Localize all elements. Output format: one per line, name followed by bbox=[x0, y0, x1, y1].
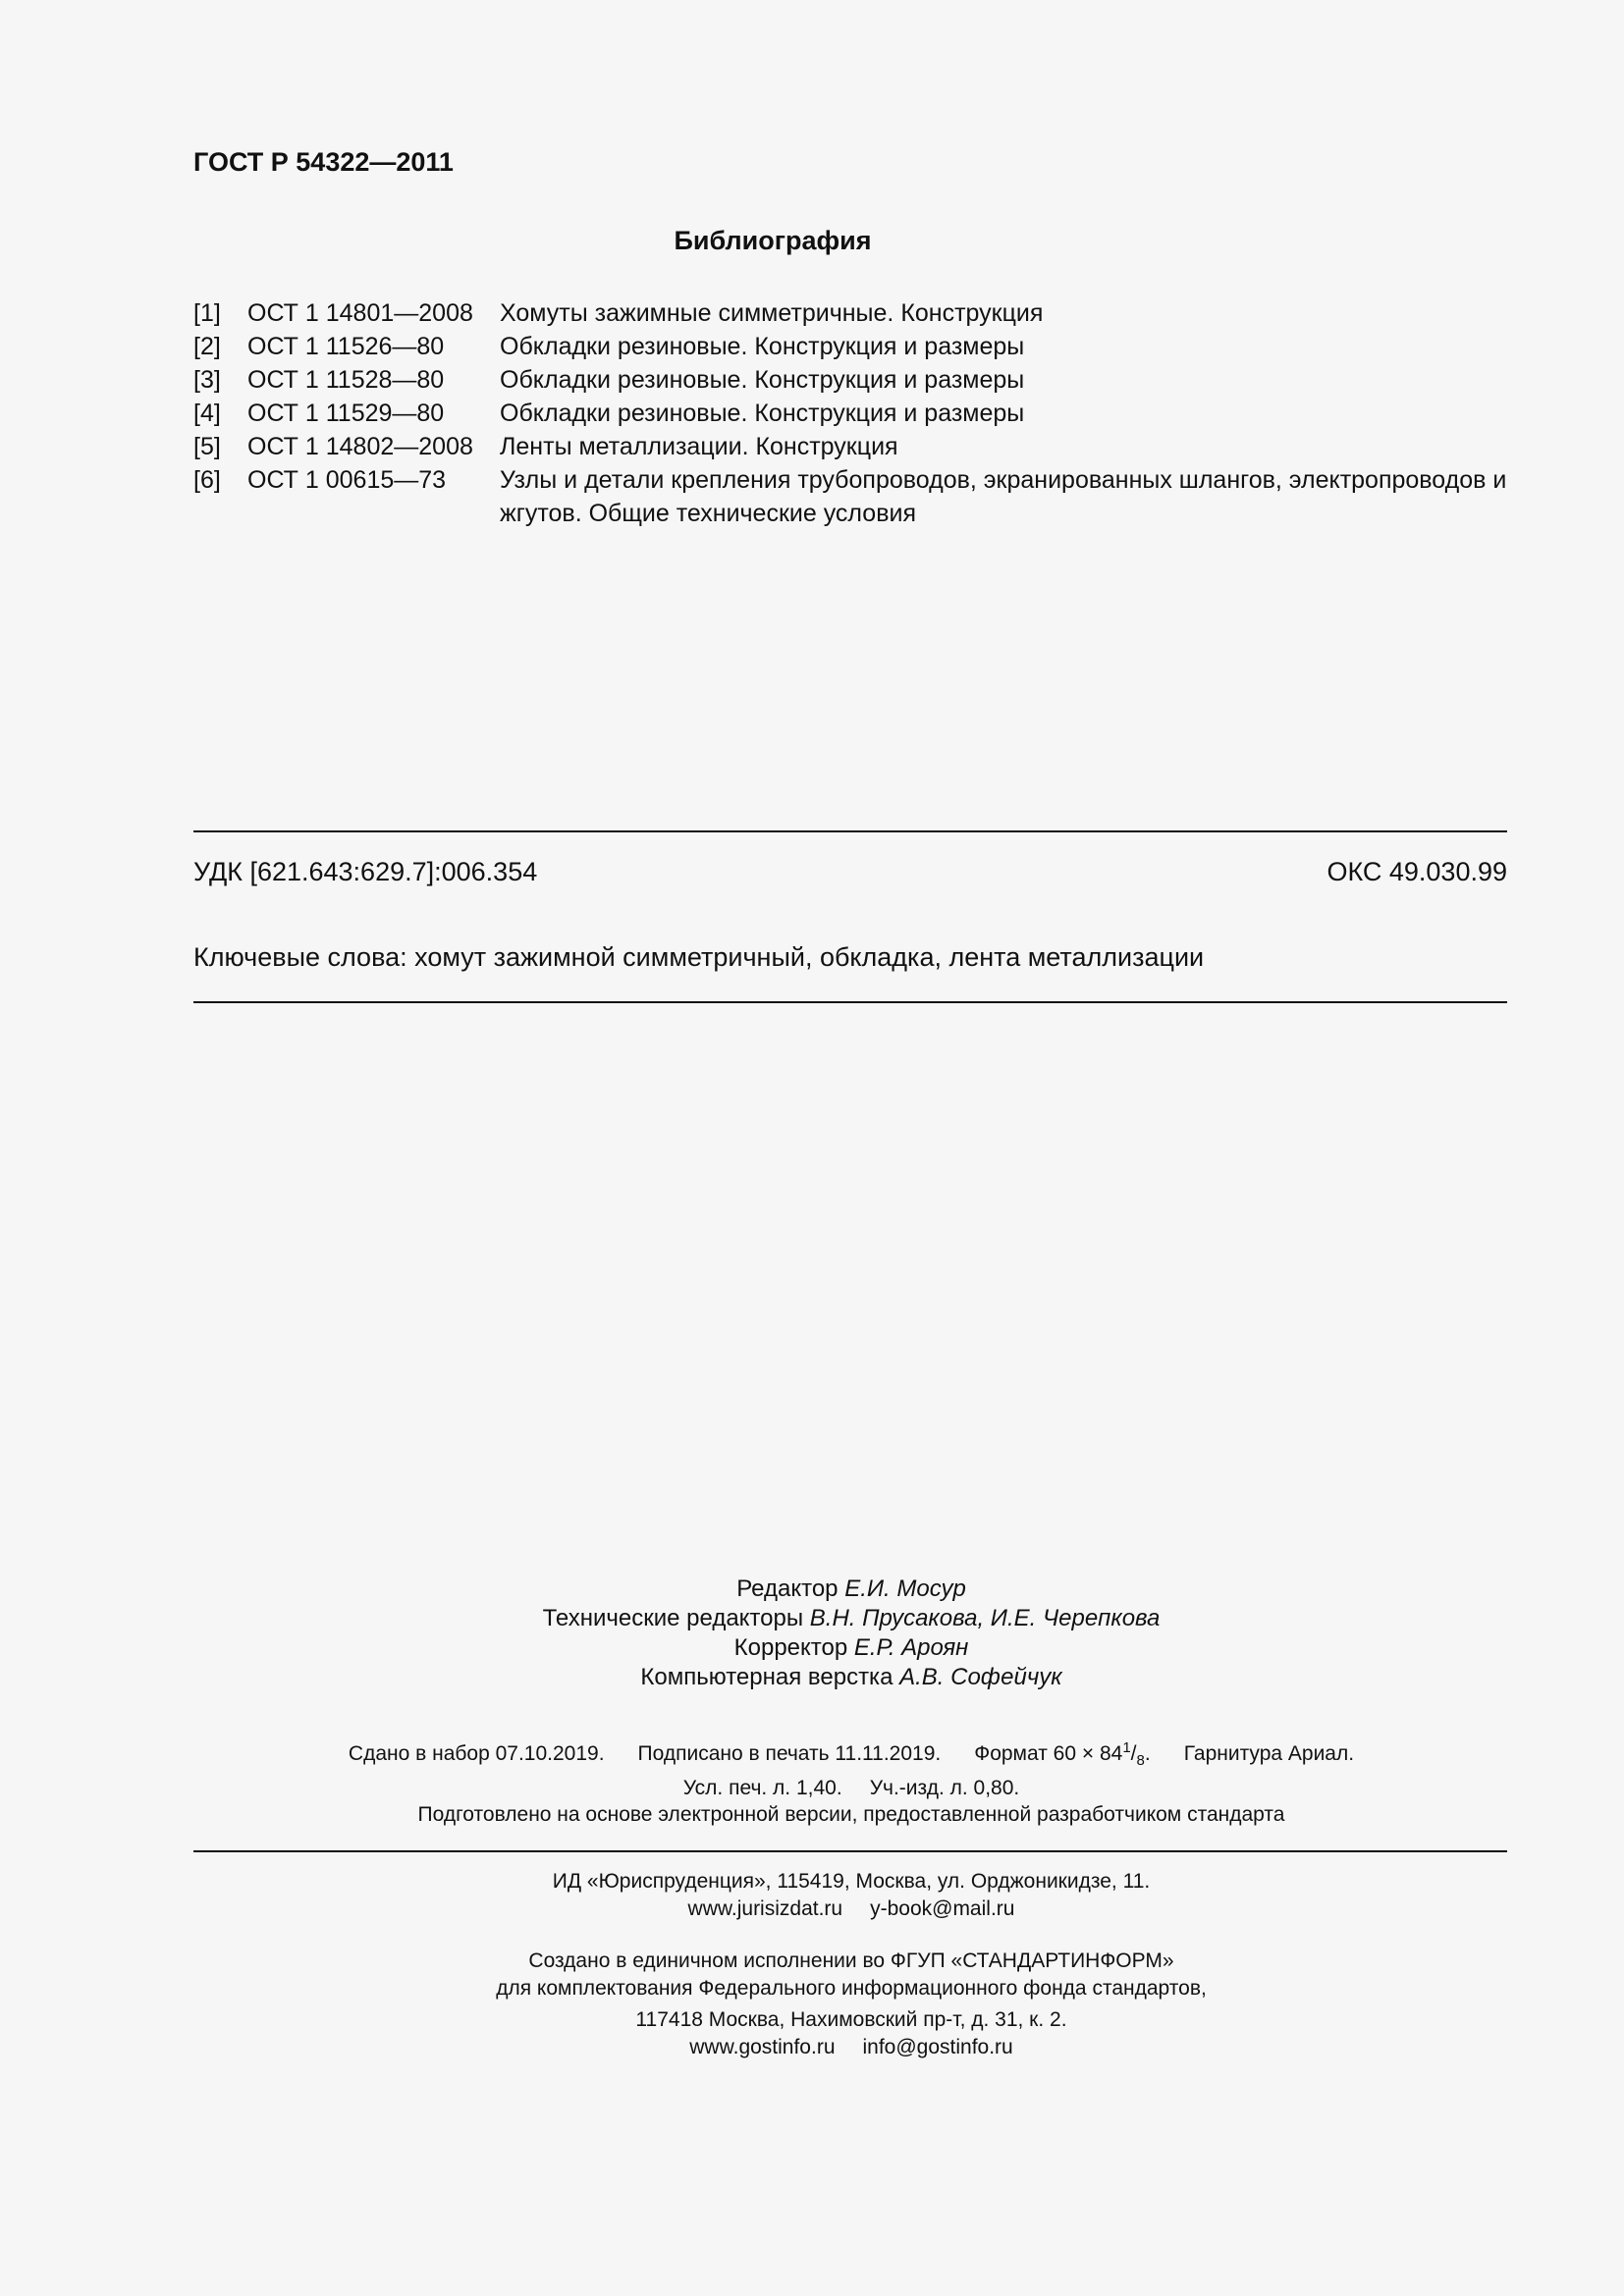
list-item bbox=[193, 463, 1507, 530]
ref-title: Хомуты зажимные симметричные. Конструкция bbox=[500, 299, 1044, 327]
format-numerator: 1 bbox=[1122, 1739, 1131, 1756]
ref-title: Ленты металлизации. Конструкция bbox=[500, 433, 898, 460]
credit-name: Е.Р. Ароян bbox=[853, 1634, 969, 1661]
credit-layout bbox=[79, 1663, 1624, 1692]
format-denominator: 8 bbox=[1136, 1752, 1145, 1770]
ref-number: [6] bbox=[193, 466, 221, 494]
credit-name: Е.И. Мосур bbox=[844, 1575, 966, 1602]
signed-to-print: Подписано в печать 11.11.2019. bbox=[637, 1742, 942, 1765]
oks-code: ОКС 49.030.99 bbox=[1326, 857, 1507, 886]
ref-title: Обкладки резиновые. Конструкция и размеры bbox=[500, 333, 1025, 360]
publisher-website: www.jurisizdat.ru bbox=[687, 1897, 843, 1920]
pub-sheets: Уч.-изд. л. 0,80. bbox=[869, 1777, 1020, 1800]
print-info bbox=[0, 1735, 1624, 1802]
bibliography-list bbox=[193, 296, 1507, 530]
list-item bbox=[193, 330, 1507, 363]
ref-number: [2] bbox=[193, 333, 221, 360]
divider-top bbox=[193, 830, 1507, 832]
divider-bottom bbox=[193, 1850, 1507, 1852]
prepared-note bbox=[0, 1803, 1624, 1827]
credit-corrector bbox=[79, 1633, 1624, 1663]
divider-keywords bbox=[193, 1001, 1507, 1003]
prepared-text: Подготовлено на основе электронной версии, предоставленной разработчиком стандарта bbox=[417, 1803, 1285, 1826]
credit-label: Компьютерная верстка bbox=[640, 1664, 893, 1690]
ref-code: ОСТ 1 14801—2008 bbox=[247, 299, 473, 327]
ref-code: ОСТ 1 00615—73 bbox=[247, 466, 447, 494]
publisher-address: ИД «Юриспруденция», 115419, Москва, ул. Орджоникидзе, 11. bbox=[552, 1870, 1151, 1893]
credit-tech-editors bbox=[79, 1604, 1624, 1633]
bibliography-title-text: Библиография bbox=[674, 226, 872, 255]
credit-name: В.Н. Прусакова, И.Е. Черепкова bbox=[809, 1605, 1161, 1631]
typeface: Гарнитура Ариал. bbox=[1183, 1742, 1355, 1765]
ref-code: ОСТ 1 11526—80 bbox=[247, 333, 445, 360]
credit-label: Редактор bbox=[736, 1575, 839, 1602]
ref-code: ОСТ 1 11528—80 bbox=[247, 366, 445, 394]
credit-label: Технические редакторы bbox=[542, 1605, 804, 1631]
publisher-contacts bbox=[79, 1896, 1624, 1923]
print-info-line-1 bbox=[79, 1735, 1624, 1775]
bibliography-title bbox=[0, 226, 1624, 256]
created-email: info@gostinfo.ru bbox=[862, 2036, 1013, 2058]
created-contacts bbox=[79, 2034, 1624, 2061]
format-prefix: Формат 60 × 84 bbox=[974, 1742, 1123, 1765]
credits-block bbox=[0, 1575, 1624, 1692]
list-item bbox=[193, 296, 1507, 330]
ref-number: [3] bbox=[193, 366, 221, 394]
created-website: www.gostinfo.ru bbox=[689, 2036, 836, 2058]
created-block bbox=[0, 1948, 1624, 2061]
ref-title: Обкладки резиновые. Конструкция и размеры bbox=[500, 400, 1025, 427]
ref-code: ОСТ 1 14802—2008 bbox=[247, 433, 473, 460]
format-suffix: . bbox=[1144, 1742, 1151, 1765]
keywords: Ключевые слова: хомут зажимной симметричный, обкладка, лента металлизации bbox=[193, 942, 1205, 972]
document-code: ГОСТ Р 54322—2011 bbox=[193, 147, 454, 177]
ref-title: Узлы и детали крепления трубопроводов, экранированных шлангов, электропроводов и жгутов. Общие технические условия bbox=[500, 466, 1507, 527]
udk-code: УДК [621.643:629.7]:006.354 bbox=[193, 857, 538, 886]
sent-to-set: Сдано в набор 07.10.2019. bbox=[348, 1742, 605, 1765]
list-item bbox=[193, 430, 1507, 463]
ref-number: [5] bbox=[193, 433, 221, 460]
created-address: 117418 Москва, Нахимовский пр-т, д. 31, к. 2. bbox=[635, 2008, 1067, 2031]
credit-editor bbox=[79, 1575, 1624, 1604]
print-sheets: Усл. печ. л. 1,40. bbox=[682, 1777, 842, 1800]
ref-code: ОСТ 1 11529—80 bbox=[247, 400, 445, 427]
ref-number: [1] bbox=[193, 299, 221, 327]
publisher-email: y-book@mail.ru bbox=[870, 1897, 1015, 1920]
list-item bbox=[193, 363, 1507, 397]
created-line-2: для комплектования Федерального информационного фонда стандартов, bbox=[496, 1977, 1207, 2000]
format: Формат $60 \times 84^1/_8$. bbox=[974, 1739, 1151, 1770]
list-item bbox=[193, 397, 1507, 430]
credit-name: А.В. Софейчук bbox=[899, 1664, 1062, 1690]
ref-number: [4] bbox=[193, 400, 221, 427]
publisher-block bbox=[0, 1868, 1624, 1923]
credit-label: Корректор bbox=[733, 1634, 848, 1661]
created-line-1: Создано в единичном исполнении во ФГУП «СТАНДАРТИНФОРМ» bbox=[528, 1949, 1174, 1972]
print-info-line-2 bbox=[79, 1775, 1624, 1802]
ref-title: Обкладки резиновые. Конструкция и размеры bbox=[500, 366, 1025, 394]
